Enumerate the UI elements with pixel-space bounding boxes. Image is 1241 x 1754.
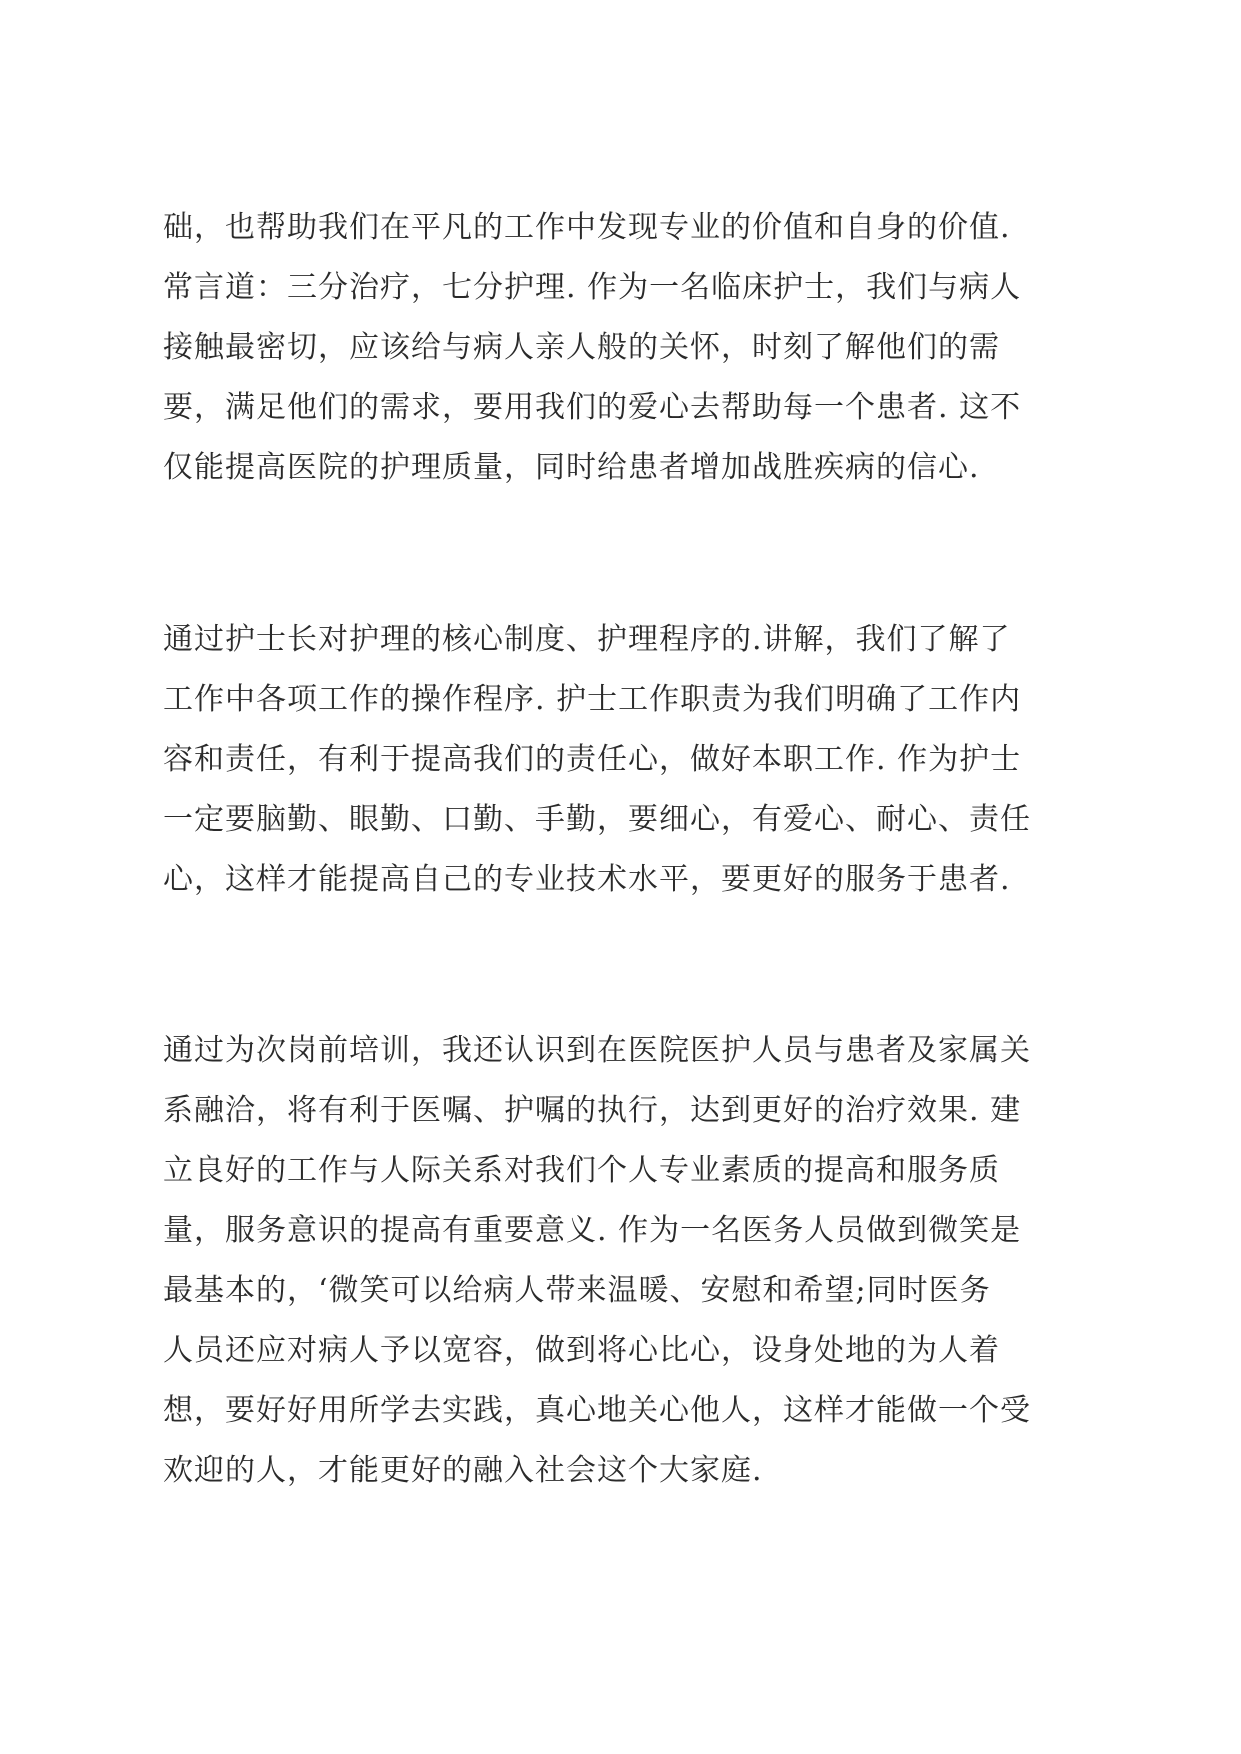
- paragraph-1: [163, 198, 1103, 498]
- text-line: 想，要好好用所学去实践，真心地关心他人，这样才能做一个受: [163, 1393, 1031, 1428]
- text-line: 立良好的工作与人际关系对我们个人专业素质的提高和服务质: [163, 1153, 1000, 1188]
- text-line: 仅能提高医院的护理质量，同时给患者增加战胜疾病的信心.: [163, 450, 980, 485]
- text-line: 常言道：三分治疗，七分护理. 作为一名临床护士，我们与病人: [163, 270, 1022, 305]
- text-line: 工作中各项工作的操作程序. 护士工作职责为我们明确了工作内: [163, 682, 1022, 717]
- paragraph-2: [163, 610, 1103, 910]
- text-line: 人员还应对病人予以宽容，做到将心比心，设身处地的为人着: [163, 1333, 1000, 1368]
- text-line: 要，满足他们的需求，要用我们的爱心去帮助每一个患者. 这不: [163, 390, 1022, 425]
- text-line: 心，这样才能提高自己的专业技术水平，要更好的服务于患者.: [163, 862, 1011, 897]
- text-line: 欢迎的人，才能更好的融入社会这个大家庭.: [163, 1453, 763, 1488]
- text-line: 系融洽，将有利于医嘱、护嘱的执行，达到更好的治疗效果. 建: [163, 1093, 1022, 1128]
- text-line: 础，也帮助我们在平凡的工作中发现专业的价值和自身的价值.: [163, 210, 1011, 245]
- paragraph-3: [163, 1021, 1103, 1501]
- text-line: 通过为次岗前培训，我还认识到在医院医护人员与患者及家属关: [163, 1033, 1031, 1068]
- text-line: 量，服务意识的提高有重要意义. 作为一名医务人员做到微笑是: [163, 1213, 1022, 1248]
- text-line: 最基本的，‘微笑可以给病人带来温暖、安慰和希望;同时医务: [163, 1273, 991, 1308]
- text-line: 通过护士长对护理的核心制度、护理程序的.讲解，我们了解了: [163, 622, 1011, 657]
- text-line: 容和责任，有利于提高我们的责任心，做好本职工作. 作为护士: [163, 742, 1022, 777]
- text-line: 一定要脑勤、眼勤、口勤、手勤，要细心，有爱心、耐心、责任: [163, 802, 1031, 837]
- text-line: 接触最密切，应该给与病人亲人般的关怀，时刻了解他们的需: [163, 330, 1000, 365]
